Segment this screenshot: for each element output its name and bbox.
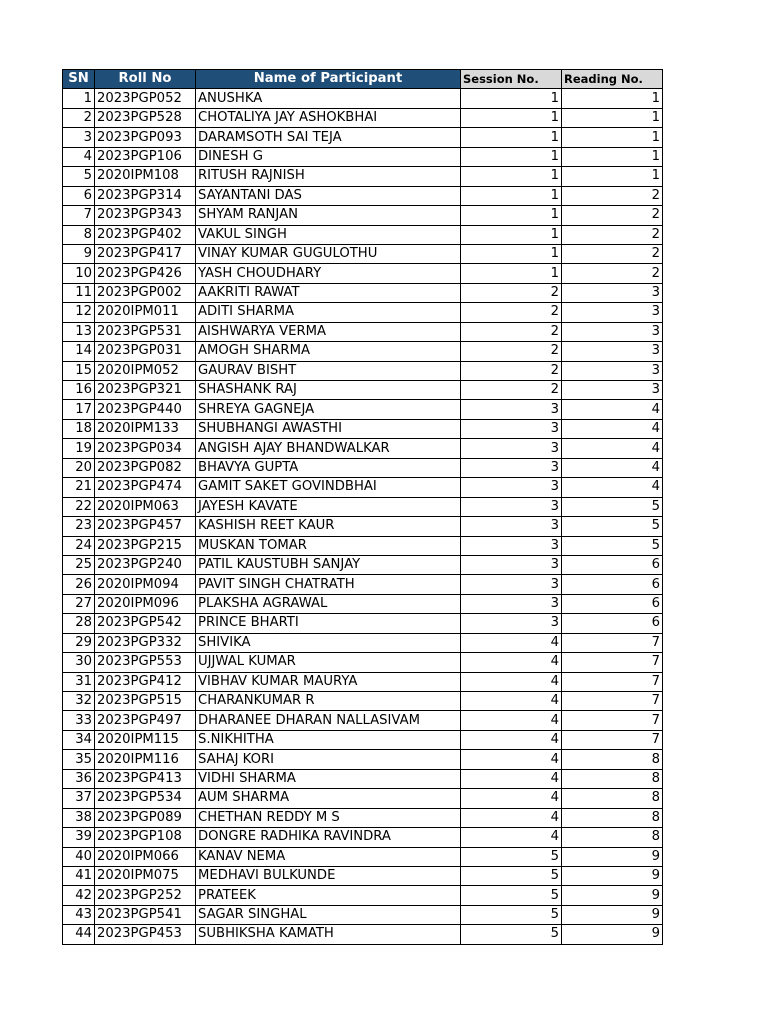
cell-reading-no: 6 (562, 555, 663, 574)
cell-sn: 21 (63, 478, 95, 497)
table-row (63, 614, 663, 633)
cell-sn: 31 (63, 672, 95, 691)
table-row (63, 769, 663, 788)
cell-session-no: 4 (461, 808, 562, 827)
cell-sn: 23 (63, 517, 95, 536)
cell-participant-name: VINAY KUMAR GUGULOTHU (196, 244, 461, 263)
table-row (63, 108, 663, 127)
cell-session-no: 4 (461, 730, 562, 749)
header-sn: SN (63, 70, 95, 89)
cell-roll-no: 2020IPM052 (95, 361, 196, 380)
cell-reading-no: 2 (562, 244, 663, 263)
cell-reading-no: 9 (562, 925, 663, 944)
table-row (63, 692, 663, 711)
table-row (63, 594, 663, 613)
cell-session-no: 3 (461, 555, 562, 574)
cell-sn: 29 (63, 633, 95, 652)
cell-roll-no: 2023PGP321 (95, 381, 196, 400)
cell-participant-name: GAMIT SAKET GOVINDBHAI (196, 478, 461, 497)
cell-roll-no: 2023PGP553 (95, 653, 196, 672)
cell-reading-no: 6 (562, 594, 663, 613)
cell-participant-name: AAKRITI RAWAT (196, 283, 461, 302)
cell-roll-no: 2023PGP474 (95, 478, 196, 497)
cell-roll-no: 2023PGP343 (95, 206, 196, 225)
cell-reading-no: 7 (562, 692, 663, 711)
header-roll-no: Roll No (95, 70, 196, 89)
cell-participant-name: SHREYA GAGNEJA (196, 400, 461, 419)
cell-participant-name: SAGAR SINGHAL (196, 905, 461, 924)
cell-participant-name: ANUSHKA (196, 89, 461, 108)
cell-participant-name: JAYESH KAVATE (196, 497, 461, 516)
cell-participant-name: AMOGH SHARMA (196, 342, 461, 361)
cell-roll-no: 2023PGP497 (95, 711, 196, 730)
cell-participant-name: SHYAM RANJAN (196, 206, 461, 225)
cell-session-no: 3 (461, 594, 562, 613)
cell-reading-no: 8 (562, 750, 663, 769)
cell-roll-no: 2023PGP412 (95, 672, 196, 691)
cell-participant-name: YASH CHOUDHARY (196, 264, 461, 283)
table-row (63, 497, 663, 516)
cell-roll-no: 2023PGP093 (95, 128, 196, 147)
cell-sn: 24 (63, 536, 95, 555)
table-row (63, 789, 663, 808)
cell-roll-no: 2023PGP528 (95, 108, 196, 127)
cell-sn: 14 (63, 342, 95, 361)
cell-reading-no: 5 (562, 536, 663, 555)
cell-session-no: 4 (461, 711, 562, 730)
cell-participant-name: VIDHI SHARMA (196, 769, 461, 788)
cell-reading-no: 9 (562, 847, 663, 866)
cell-reading-no: 2 (562, 186, 663, 205)
cell-sn: 17 (63, 400, 95, 419)
table-row (63, 866, 663, 885)
cell-participant-name: KANAV NEMA (196, 847, 461, 866)
table-row (63, 905, 663, 924)
cell-reading-no: 8 (562, 808, 663, 827)
table-row (63, 730, 663, 749)
cell-session-no: 4 (461, 828, 562, 847)
table-row (63, 711, 663, 730)
cell-session-no: 3 (461, 614, 562, 633)
cell-session-no: 3 (461, 400, 562, 419)
cell-session-no: 1 (461, 264, 562, 283)
cell-participant-name: MEDHAVI BULKUNDE (196, 866, 461, 885)
cell-roll-no: 2023PGP453 (95, 925, 196, 944)
cell-session-no: 1 (461, 206, 562, 225)
table-row (63, 536, 663, 555)
cell-sn: 7 (63, 206, 95, 225)
table-row (63, 186, 663, 205)
cell-roll-no: 2023PGP031 (95, 342, 196, 361)
cell-roll-no: 2023PGP417 (95, 244, 196, 263)
cell-roll-no: 2023PGP252 (95, 886, 196, 905)
table-row (63, 167, 663, 186)
table-row (63, 672, 663, 691)
cell-reading-no: 4 (562, 419, 663, 438)
cell-reading-no: 8 (562, 769, 663, 788)
table-row (63, 128, 663, 147)
cell-session-no: 5 (461, 925, 562, 944)
table-row (63, 478, 663, 497)
cell-participant-name: RITUSH RAJNISH (196, 167, 461, 186)
cell-participant-name: UJJWAL KUMAR (196, 653, 461, 672)
cell-reading-no: 6 (562, 575, 663, 594)
cell-roll-no: 2023PGP089 (95, 808, 196, 827)
cell-roll-no: 2020IPM108 (95, 167, 196, 186)
cell-sn: 38 (63, 808, 95, 827)
table-row (63, 828, 663, 847)
cell-roll-no: 2023PGP052 (95, 89, 196, 108)
cell-sn: 4 (63, 147, 95, 166)
cell-roll-no: 2023PGP108 (95, 828, 196, 847)
table-row (63, 575, 663, 594)
header-session-no: Session No. (461, 70, 562, 89)
cell-session-no: 3 (461, 439, 562, 458)
cell-sn: 22 (63, 497, 95, 516)
cell-session-no: 4 (461, 789, 562, 808)
cell-sn: 2 (63, 108, 95, 127)
cell-roll-no: 2023PGP034 (95, 439, 196, 458)
cell-session-no: 1 (461, 186, 562, 205)
cell-reading-no: 2 (562, 225, 663, 244)
cell-participant-name: ANGISH AJAY BHANDWALKAR (196, 439, 461, 458)
cell-sn: 43 (63, 905, 95, 924)
cell-roll-no: 2023PGP542 (95, 614, 196, 633)
cell-participant-name: MUSKAN TOMAR (196, 536, 461, 555)
cell-session-no: 1 (461, 167, 562, 186)
header-participant-name: Name of Participant (196, 70, 461, 89)
table-row (63, 206, 663, 225)
table-row (63, 517, 663, 536)
cell-reading-no: 9 (562, 905, 663, 924)
cell-sn: 1 (63, 89, 95, 108)
cell-roll-no: 2020IPM094 (95, 575, 196, 594)
cell-roll-no: 2020IPM066 (95, 847, 196, 866)
cell-session-no: 3 (461, 517, 562, 536)
cell-sn: 25 (63, 555, 95, 574)
cell-reading-no: 7 (562, 711, 663, 730)
cell-reading-no: 7 (562, 633, 663, 652)
cell-roll-no: 2020IPM075 (95, 866, 196, 885)
cell-reading-no: 5 (562, 497, 663, 516)
cell-participant-name: PRATEEK (196, 886, 461, 905)
table-row (63, 225, 663, 244)
table-row (63, 264, 663, 283)
cell-reading-no: 1 (562, 147, 663, 166)
cell-session-no: 5 (461, 866, 562, 885)
cell-reading-no: 8 (562, 828, 663, 847)
cell-sn: 44 (63, 925, 95, 944)
cell-participant-name: DINESH G (196, 147, 461, 166)
cell-participant-name: SAHAJ KORI (196, 750, 461, 769)
table-row (63, 361, 663, 380)
cell-participant-name: DONGRE RADHIKA RAVINDRA (196, 828, 461, 847)
cell-participant-name: DARAMSOTH SAI TEJA (196, 128, 461, 147)
table-row (63, 633, 663, 652)
cell-reading-no: 1 (562, 167, 663, 186)
cell-sn: 40 (63, 847, 95, 866)
table-row (63, 458, 663, 477)
cell-reading-no: 4 (562, 478, 663, 497)
table-row (63, 244, 663, 263)
cell-participant-name: PATIL KAUSTUBH SANJAY (196, 555, 461, 574)
cell-session-no: 2 (461, 361, 562, 380)
cell-reading-no: 7 (562, 672, 663, 691)
cell-session-no: 1 (461, 244, 562, 263)
table-row (63, 555, 663, 574)
cell-session-no: 1 (461, 128, 562, 147)
cell-reading-no: 5 (562, 517, 663, 536)
cell-session-no: 2 (461, 342, 562, 361)
cell-session-no: 4 (461, 633, 562, 652)
cell-sn: 12 (63, 303, 95, 322)
cell-reading-no: 3 (562, 381, 663, 400)
cell-roll-no: 2023PGP002 (95, 283, 196, 302)
cell-reading-no: 2 (562, 264, 663, 283)
cell-participant-name: GAURAV BISHT (196, 361, 461, 380)
cell-roll-no: 2020IPM116 (95, 750, 196, 769)
cell-session-no: 3 (461, 478, 562, 497)
cell-reading-no: 4 (562, 458, 663, 477)
table-row (63, 750, 663, 769)
cell-session-no: 4 (461, 769, 562, 788)
cell-reading-no: 3 (562, 283, 663, 302)
cell-sn: 8 (63, 225, 95, 244)
cell-reading-no: 6 (562, 614, 663, 633)
cell-reading-no: 4 (562, 400, 663, 419)
cell-reading-no: 8 (562, 789, 663, 808)
cell-sn: 13 (63, 322, 95, 341)
cell-roll-no: 2020IPM115 (95, 730, 196, 749)
cell-sn: 39 (63, 828, 95, 847)
cell-sn: 9 (63, 244, 95, 263)
cell-roll-no: 2023PGP240 (95, 555, 196, 574)
cell-roll-no: 2023PGP082 (95, 458, 196, 477)
cell-participant-name: S.NIKHITHA (196, 730, 461, 749)
cell-session-no: 2 (461, 303, 562, 322)
table-row (63, 342, 663, 361)
table-row (63, 89, 663, 108)
cell-roll-no: 2020IPM011 (95, 303, 196, 322)
cell-sn: 34 (63, 730, 95, 749)
cell-roll-no: 2020IPM063 (95, 497, 196, 516)
cell-sn: 6 (63, 186, 95, 205)
cell-session-no: 4 (461, 750, 562, 769)
cell-roll-no: 2023PGP314 (95, 186, 196, 205)
cell-reading-no: 3 (562, 342, 663, 361)
cell-sn: 35 (63, 750, 95, 769)
cell-session-no: 2 (461, 381, 562, 400)
cell-reading-no: 9 (562, 866, 663, 885)
cell-roll-no: 2023PGP402 (95, 225, 196, 244)
cell-roll-no: 2023PGP515 (95, 692, 196, 711)
header-row (63, 70, 663, 89)
table-row (63, 147, 663, 166)
cell-participant-name: SHUBHANGI AWASTHI (196, 419, 461, 438)
cell-session-no: 2 (461, 283, 562, 302)
table-row (63, 886, 663, 905)
cell-participant-name: VIBHAV KUMAR MAURYA (196, 672, 461, 691)
cell-sn: 33 (63, 711, 95, 730)
cell-sn: 18 (63, 419, 95, 438)
cell-roll-no: 2023PGP215 (95, 536, 196, 555)
cell-roll-no: 2023PGP440 (95, 400, 196, 419)
cell-roll-no: 2023PGP106 (95, 147, 196, 166)
cell-participant-name: SUBHIKSHA KAMATH (196, 925, 461, 944)
cell-participant-name: CHOTALIYA JAY ASHOKBHAI (196, 108, 461, 127)
cell-sn: 32 (63, 692, 95, 711)
cell-sn: 19 (63, 439, 95, 458)
cell-participant-name: PAVIT SINGH CHATRATH (196, 575, 461, 594)
cell-participant-name: DHARANEE DHARAN NALLASIVAM (196, 711, 461, 730)
header-reading-no: Reading No. (562, 70, 663, 89)
table-row (63, 808, 663, 827)
cell-reading-no: 3 (562, 322, 663, 341)
cell-session-no: 3 (461, 458, 562, 477)
cell-reading-no: 2 (562, 206, 663, 225)
cell-reading-no: 7 (562, 653, 663, 672)
table-row (63, 653, 663, 672)
cell-roll-no: 2023PGP457 (95, 517, 196, 536)
cell-session-no: 3 (461, 419, 562, 438)
cell-sn: 11 (63, 283, 95, 302)
cell-participant-name: PRINCE BHARTI (196, 614, 461, 633)
cell-participant-name: AISHWARYA VERMA (196, 322, 461, 341)
cell-roll-no: 2023PGP332 (95, 633, 196, 652)
cell-reading-no: 1 (562, 108, 663, 127)
table-row (63, 322, 663, 341)
cell-sn: 16 (63, 381, 95, 400)
cell-session-no: 4 (461, 692, 562, 711)
table-row (63, 925, 663, 944)
cell-session-no: 2 (461, 322, 562, 341)
cell-participant-name: BHAVYA GUPTA (196, 458, 461, 477)
cell-reading-no: 4 (562, 439, 663, 458)
cell-sn: 42 (63, 886, 95, 905)
cell-reading-no: 7 (562, 730, 663, 749)
cell-sn: 3 (63, 128, 95, 147)
cell-participant-name: CHARANKUMAR R (196, 692, 461, 711)
table-row (63, 283, 663, 302)
cell-session-no: 5 (461, 905, 562, 924)
cell-sn: 37 (63, 789, 95, 808)
table-row (63, 439, 663, 458)
table-row (63, 419, 663, 438)
table-row (63, 303, 663, 322)
cell-roll-no: 2023PGP534 (95, 789, 196, 808)
cell-participant-name: AUM SHARMA (196, 789, 461, 808)
cell-session-no: 3 (461, 536, 562, 555)
cell-roll-no: 2023PGP413 (95, 769, 196, 788)
cell-roll-no: 2023PGP426 (95, 264, 196, 283)
cell-session-no: 3 (461, 575, 562, 594)
cell-participant-name: CHETHAN REDDY M S (196, 808, 461, 827)
cell-sn: 41 (63, 866, 95, 885)
cell-sn: 10 (63, 264, 95, 283)
cell-sn: 15 (63, 361, 95, 380)
cell-sn: 30 (63, 653, 95, 672)
cell-sn: 5 (63, 167, 95, 186)
cell-reading-no: 1 (562, 89, 663, 108)
cell-participant-name: VAKUL SINGH (196, 225, 461, 244)
table-row (63, 847, 663, 866)
cell-session-no: 5 (461, 886, 562, 905)
cell-roll-no: 2023PGP541 (95, 905, 196, 924)
cell-session-no: 1 (461, 147, 562, 166)
cell-reading-no: 9 (562, 886, 663, 905)
cell-roll-no: 2020IPM133 (95, 419, 196, 438)
cell-session-no: 1 (461, 108, 562, 127)
cell-reading-no: 3 (562, 361, 663, 380)
cell-sn: 27 (63, 594, 95, 613)
cell-session-no: 5 (461, 847, 562, 866)
cell-participant-name: SHIVIKA (196, 633, 461, 652)
cell-sn: 28 (63, 614, 95, 633)
cell-participant-name: SAYANTANI DAS (196, 186, 461, 205)
cell-roll-no: 2020IPM096 (95, 594, 196, 613)
cell-session-no: 4 (461, 653, 562, 672)
cell-reading-no: 3 (562, 303, 663, 322)
cell-session-no: 3 (461, 497, 562, 516)
cell-session-no: 1 (461, 89, 562, 108)
cell-session-no: 1 (461, 225, 562, 244)
cell-participant-name: KASHISH REET KAUR (196, 517, 461, 536)
cell-participant-name: SHASHANK RAJ (196, 381, 461, 400)
cell-sn: 36 (63, 769, 95, 788)
cell-reading-no: 1 (562, 128, 663, 147)
cell-session-no: 4 (461, 672, 562, 691)
cell-roll-no: 2023PGP531 (95, 322, 196, 341)
participants-table (62, 69, 663, 945)
table-row (63, 381, 663, 400)
cell-sn: 20 (63, 458, 95, 477)
cell-participant-name: ADITI SHARMA (196, 303, 461, 322)
cell-sn: 26 (63, 575, 95, 594)
table-row (63, 400, 663, 419)
cell-participant-name: PLAKSHA AGRAWAL (196, 594, 461, 613)
